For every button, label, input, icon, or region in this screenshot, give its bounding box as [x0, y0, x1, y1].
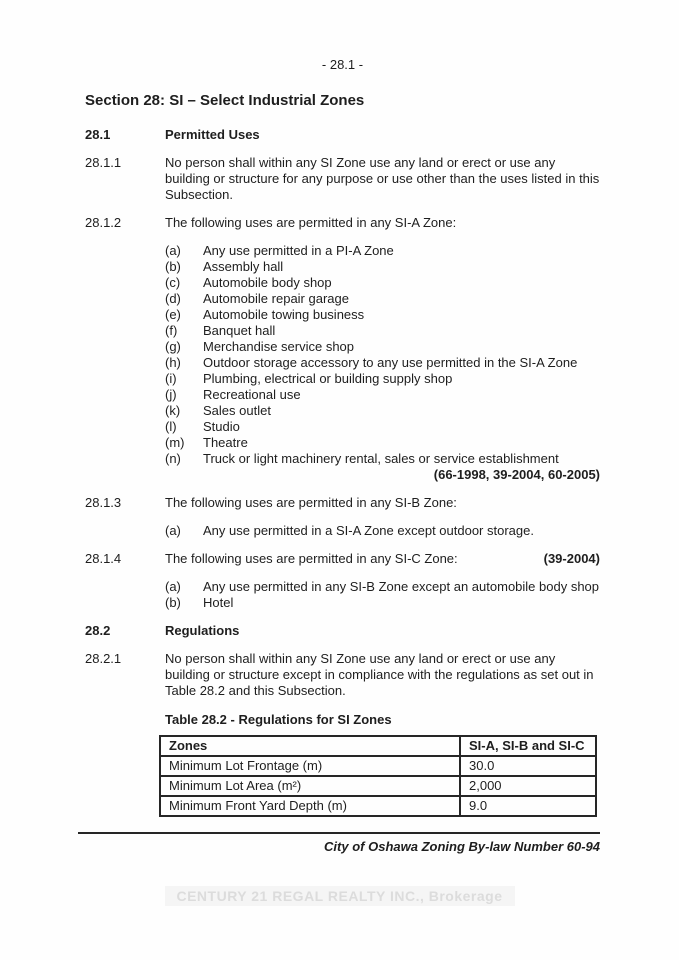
clause-lead: The following uses are permitted in any SI-C Zone:: [165, 551, 458, 566]
list-item: [165, 403, 600, 419]
list-item: [165, 243, 600, 259]
row-value: 2,000: [460, 776, 596, 796]
list-item: [165, 291, 600, 307]
clause-28-1-3: [85, 495, 600, 539]
row-value: 9.0: [460, 796, 596, 816]
item-letter: (f): [165, 323, 178, 338]
item-letter: (l): [165, 419, 177, 434]
list-item: [165, 419, 600, 435]
regulations-table-block: [85, 711, 600, 817]
item-letter: (k): [165, 403, 181, 418]
subsection-number: 28.1: [85, 127, 111, 142]
item-text: Any use permitted in a PI-A Zone: [203, 243, 394, 258]
list-item: [165, 579, 600, 595]
item-text: Plumbing, electrical or building supply shop: [203, 371, 453, 386]
column-header-values: SI-A, SI-B and SI-C: [460, 736, 596, 756]
clause-lead-row: [165, 551, 600, 567]
clause-number: 28.1.3: [85, 495, 122, 510]
clause-text: No person shall within any SI Zone use any land or erect or use any building or structure for any purpose or use other than the uses listed in this Subsection.: [165, 155, 600, 202]
table-row: [160, 756, 596, 776]
item-letter: (g): [165, 339, 181, 354]
footer-divider: [78, 832, 600, 834]
table-caption: Table 28.2 - Regulations for SI Zones: [165, 712, 392, 727]
list-item: [165, 355, 600, 371]
item-text: Assembly hall: [203, 259, 284, 274]
item-letter: (j): [165, 387, 177, 402]
item-letter: (n): [165, 451, 181, 466]
list-item: [165, 451, 600, 467]
row-label: Minimum Lot Frontage (m): [160, 756, 460, 776]
item-text: Automobile towing business: [203, 307, 365, 322]
amendment-reference: (66-1998, 39-2004, 60-2005): [433, 467, 600, 482]
subsection-number: 28.2: [85, 623, 111, 638]
table-container: [165, 711, 600, 817]
item-letter: (e): [165, 307, 181, 322]
subsection-heading: Permitted Uses: [165, 127, 260, 142]
clause-number: 28.1.4: [85, 551, 122, 566]
clause-28-1-4: [85, 551, 600, 611]
clause-body: [165, 495, 600, 539]
list-item: [165, 371, 600, 387]
item-text: Truck or light machinery rental, sales or service establishment: [203, 451, 559, 466]
subsection-heading: Regulations: [165, 623, 240, 638]
item-text: Banquet hall: [203, 323, 276, 338]
table-row: [160, 796, 596, 816]
list-item: [165, 387, 600, 403]
item-text: Any use permitted in a SI-A Zone except outdoor storage.: [203, 523, 534, 538]
item-letter: (m): [165, 435, 185, 450]
item-letter: (b): [165, 259, 181, 274]
item-text: Hotel: [203, 595, 234, 610]
section-title: Section 28: SI – Select Industrial Zones: [85, 92, 365, 109]
subsection-28-1: [85, 127, 600, 143]
item-letter: (a): [165, 243, 181, 258]
list-item: [165, 435, 600, 451]
page-content: [85, 57, 600, 829]
list-item: [165, 259, 600, 275]
clause-28-1-1: [85, 155, 600, 203]
clause-number: 28.1.2: [85, 215, 122, 230]
clause-text: No person shall within any SI Zone use any land or erect or use any building or structure except in compliance with the regulations as set out in Table 28.2 and this Subsection.: [165, 651, 594, 698]
regulations-table: [159, 735, 597, 817]
table-row: [160, 776, 596, 796]
item-text: Studio: [203, 419, 240, 434]
item-text: Merchandise service shop: [203, 339, 355, 354]
clause-body: [165, 215, 600, 483]
item-letter: (a): [165, 523, 181, 538]
item-text: Automobile body shop: [203, 275, 332, 290]
clause-lead: The following uses are permitted in any SI-A Zone:: [165, 215, 457, 230]
table-header-row: [160, 736, 596, 756]
list-item: [165, 339, 600, 355]
clause-body: [165, 551, 600, 611]
item-text: Recreational use: [203, 387, 301, 402]
item-text: Theatre: [203, 435, 248, 450]
footer-citation: City of Oshawa Zoning By-law Number 60-94: [324, 839, 600, 854]
permitted-use-list: [165, 579, 600, 611]
item-letter: (d): [165, 291, 181, 306]
item-text: Outdoor storage accessory to any use permitted in the SI-A Zone: [203, 355, 578, 370]
permitted-use-list: [165, 523, 600, 539]
list-item: [165, 307, 600, 323]
item-letter: (h): [165, 355, 181, 370]
list-item: [165, 595, 600, 611]
clause-lead: The following uses are permitted in any SI-B Zone:: [165, 495, 457, 510]
clause-28-1-2: [85, 215, 600, 483]
row-label: Minimum Front Yard Depth (m): [160, 796, 460, 816]
list-item: [165, 323, 600, 339]
subsection-28-2: [85, 623, 600, 639]
clause-number: 28.1.1: [85, 155, 122, 170]
item-text: Any use permitted in any SI-B Zone except an automobile body shop: [203, 579, 600, 594]
amendment-reference: (39-2004): [543, 551, 600, 566]
clause-number: 28.2.1: [85, 651, 122, 666]
clause-28-2-1: [85, 651, 600, 699]
item-letter: (i): [165, 371, 177, 386]
spacer-column: [85, 711, 165, 817]
item-letter: (c): [165, 275, 181, 290]
item-text: Automobile repair garage: [203, 291, 349, 306]
row-label: Minimum Lot Area (m²): [160, 776, 460, 796]
permitted-use-list: [165, 243, 600, 467]
list-item: [165, 275, 600, 291]
item-letter: (b): [165, 595, 181, 610]
brokerage-watermark: CENTURY 21 REGAL REALTY INC., Brokerage: [164, 886, 514, 906]
list-item: [165, 523, 600, 539]
item-text: Sales outlet: [203, 403, 271, 418]
item-letter: (a): [165, 579, 181, 594]
row-value: 30.0: [460, 756, 596, 776]
column-header-zones: Zones: [160, 736, 460, 756]
page-number: - 28.1 -: [321, 57, 364, 72]
